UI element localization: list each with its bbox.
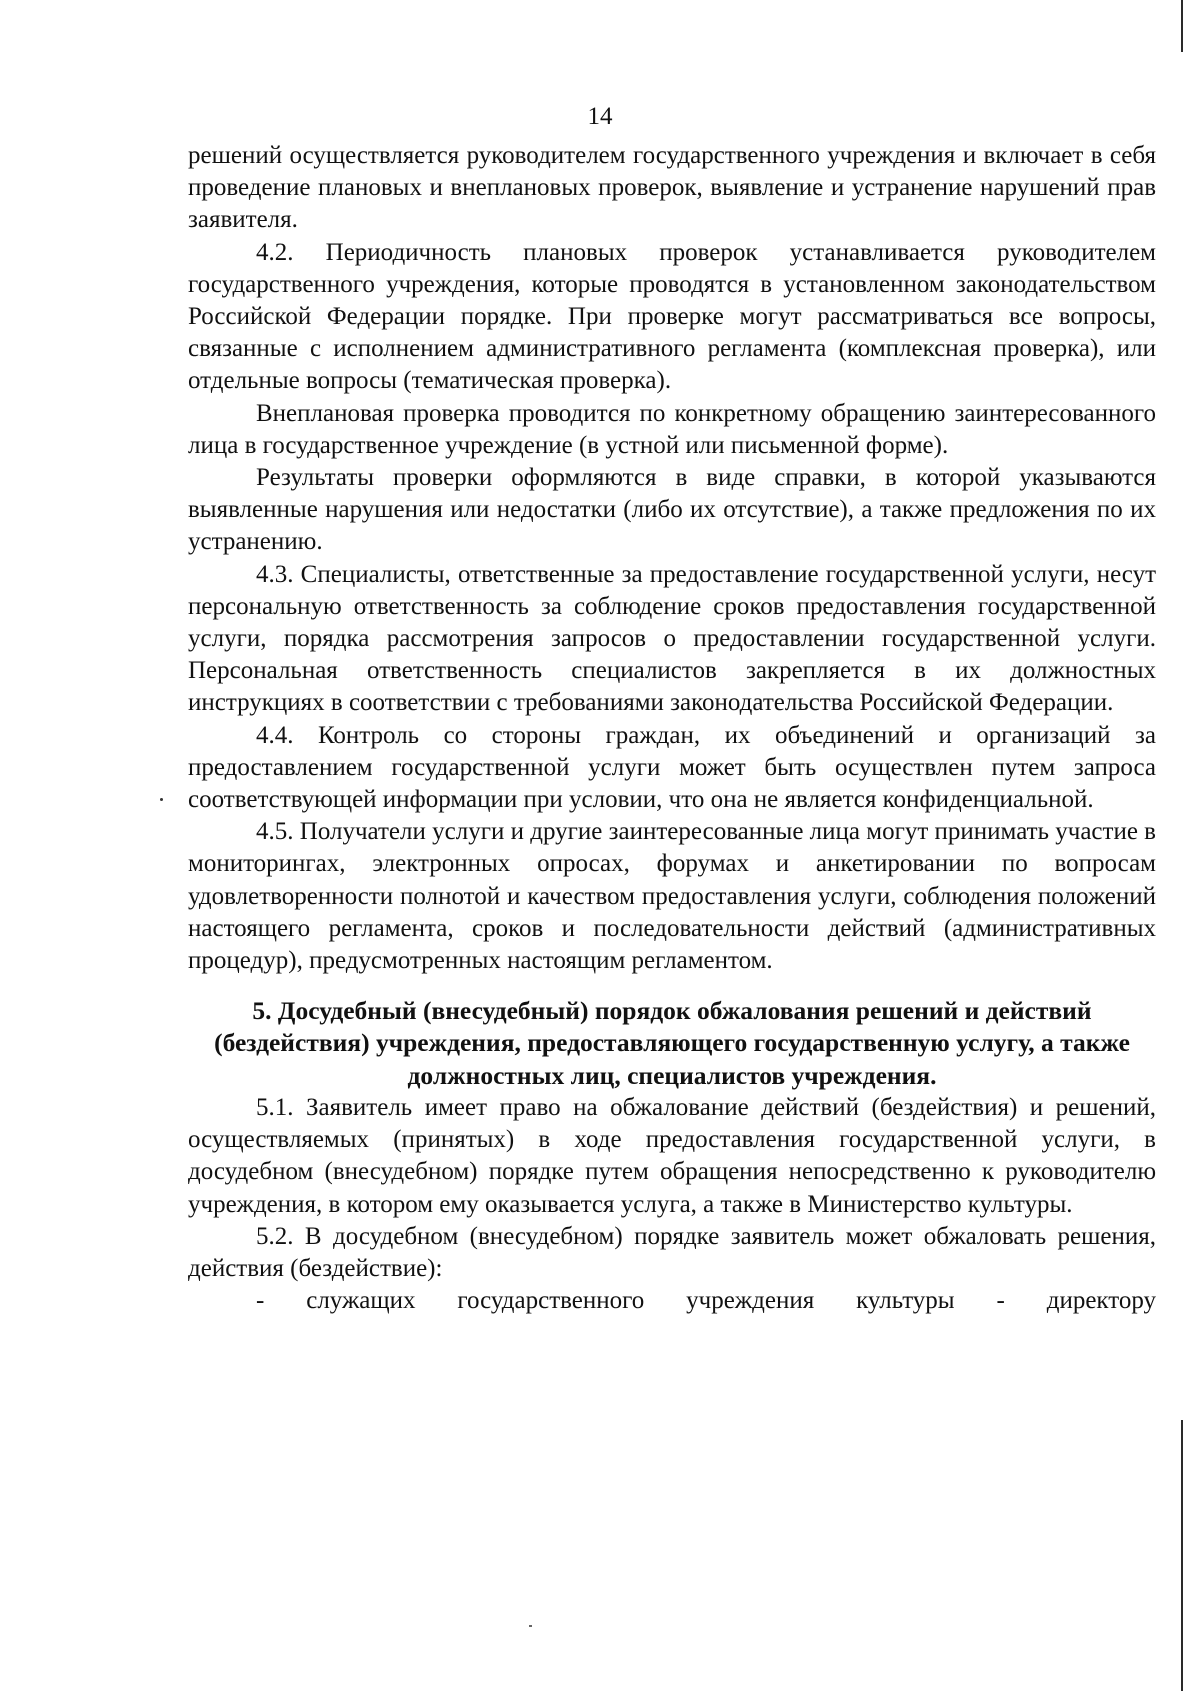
margin-mark — [160, 798, 163, 801]
section-heading: 5. Досудебный (внесудебный) порядок обжалования решений и действий (бездействия) учреждения, предоставляющего государственную услугу, а также должностных лиц, специалистов учреждения. — [214, 996, 1130, 1090]
document-body — [188, 140, 1156, 1317]
paragraph-unscheduled-check: Внеплановая проверка проводится по конкретному обращению заинтересованного лица в государственное учреждение (в устной или письменной форме). — [188, 399, 1156, 459]
scan-speck — [529, 1625, 532, 1627]
paragraph-4-4: 4.4. Контроль со стороны граждан, их объединений и организаций за предоставлением государственной услуги может быть осуществлен путем запроса соответствующей информации при условии, что она не является конфиденциальной. — [188, 721, 1156, 814]
page-number: 14 — [587, 103, 613, 130]
paragraph-5-2: 5.2. В досудебном (внесудебном) порядке заявитель может обжаловать решения, действия (бездействие): — [188, 1222, 1156, 1282]
page-edge-line-top — [1181, 0, 1183, 52]
list-item-employees: - служащих государственного учреждения культуры - директору — [256, 1287, 1156, 1315]
paragraph-4-3: 4.3. Специалисты, ответственные за предоставление государственной услуги, несут персональную ответственность за соблюдение сроков предоставления государственной услуги, порядка рассмотрения запросов о предоставлении государственной услуги. Персональная ответственность специалистов закрепляется в их должностных инструкциях в соответствии с требованиями законодательства Российской Федерации. — [188, 560, 1156, 717]
paragraph-5-1: 5.1. Заявитель имеет право на обжалование действий (бездействия) и решений, осуществляемых (принятых) в ходе предоставления государственной услуги, в досудебном (внесудебном) порядке путем обращения непосредственно к руководителю учреждения, в котором ему оказывается услуга, а также в Министерство культуры. — [188, 1093, 1156, 1218]
paragraph-4-5: 4.5. Получатели услуги и другие заинтересованные лица могут принимать участие в мониторингах, электронных опросах, форумах и анкетировании по вопросам удовлетворенности полнотой и качеством предоставления услуги, соблюдения положений настоящего регламента, сроков и последовательности действий (административных процедур), предусмотренных настоящим регламентом. — [188, 818, 1156, 975]
paragraph-check-results: Результаты проверки оформляются в виде справки, в которой указываются выявленные нарушения или недостатки (либо их отсутствие), а также предложения по их устранению. — [188, 464, 1156, 556]
paragraph-4-2: 4.2. Периодичность плановых проверок устанавливается руководителем государственного учреждения, которые проводятся в установленном законодательством Российской Федерации порядке. При проверке могут рассматриваться все вопросы, связанные с исполнением административного регламента (комплексная проверка), или отдельные вопросы (тематическая проверка). — [188, 238, 1156, 395]
paragraph-continuation: решений осуществляется руководителем государственного учреждения и включает в себя проведение плановых и внеплановых проверок, выявление и устранение нарушений прав заявителя. — [188, 142, 1156, 234]
page-edge-line-bottom — [1181, 1420, 1183, 1691]
